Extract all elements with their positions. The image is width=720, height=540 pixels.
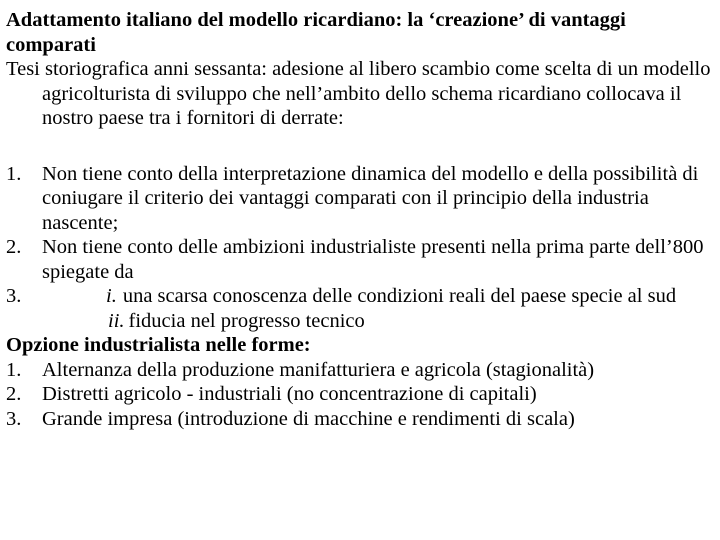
list-item-text: Alternanza della produzione manifatturiera e agricola (stagionalità) (42, 358, 595, 381)
sub-item-marker: i. (106, 285, 117, 307)
list-item (6, 382, 714, 407)
slide-title: Adattamento italiano del modello ricardiano: la ‘creazione’ di vantaggi comparati (6, 9, 626, 56)
list-item-text: Non tiene conto delle ambizioni industrialiste presenti nella prima parte dell’800 spiegate da (42, 236, 704, 283)
sub-item-marker: ii. (108, 309, 125, 332)
list-number: 3. (6, 285, 22, 307)
forms-list (6, 358, 714, 432)
sub-item-text: fiducia nel progresso tecnico (128, 309, 365, 332)
intro-paragraph: Tesi storiografica anni sessanta: adesione al libero scambio come scelta di un modello agricolturista di sviluppo che nell’ambito dello schema ricardiano collocava il nostro paese tra i fornitori di derrate: (6, 58, 711, 129)
list-item-text: Non tiene conto della interpretazione dinamica del modello e della possibilità di coniugare il criterio dei vantaggi comparati con il principio della industria nascente; (42, 162, 699, 234)
critiques-list (6, 162, 714, 334)
list-item (6, 358, 714, 383)
list-number: 1. (6, 358, 22, 381)
sub-item-text: una scarsa conoscenza delle condizioni reali del paese specie al sud (122, 285, 677, 307)
section-heading: Opzione industrialista nelle forme: (6, 334, 311, 356)
list-item (6, 162, 714, 236)
spacer (6, 131, 714, 162)
list-number: 2. (6, 383, 22, 405)
document-page (6, 8, 714, 431)
sub-item-ii (42, 309, 714, 334)
list-number: 2. (6, 236, 22, 258)
list-item (6, 407, 714, 432)
list-item (6, 235, 714, 284)
list-number: 1. (6, 162, 22, 185)
list-number: 3. (6, 407, 22, 430)
list-item-text: Grande impresa (introduzione di macchine e rendimenti di scala) (42, 407, 575, 430)
list-item (6, 284, 714, 333)
list-item-text: Distretti agricolo - industriali (no concentrazione di capitali) (42, 383, 537, 405)
sub-item-i (42, 284, 714, 309)
